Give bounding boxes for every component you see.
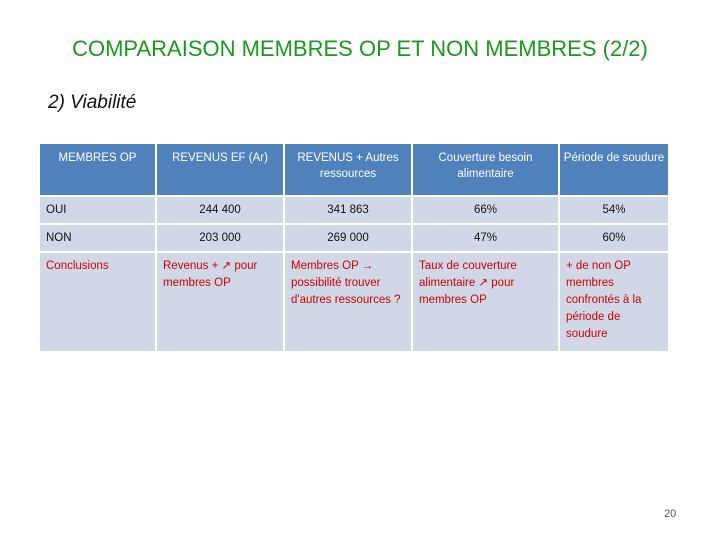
conclusion-cell: Membres OP → possibilité trouver d'autres ressources ? bbox=[285, 253, 411, 351]
conclusion-cell: + de non OP membres confrontés à la période de soudure bbox=[560, 253, 668, 351]
header-cell: REVENUS + Autres ressources bbox=[285, 144, 411, 195]
header-cell: Couverture besoin alimentaire bbox=[413, 144, 558, 195]
header-cell: Période de soudure bbox=[560, 144, 668, 195]
cell: 341 863 bbox=[285, 197, 411, 223]
cell: 269 000 bbox=[285, 225, 411, 251]
row-label: NON bbox=[40, 225, 155, 251]
row-label: Conclusions bbox=[40, 253, 155, 351]
header-row bbox=[40, 144, 668, 195]
cell: 66% bbox=[413, 197, 558, 223]
cell: 54% bbox=[560, 197, 668, 223]
conclusion-cell: Taux de couverture alimentaire ↗ pour membres OP bbox=[413, 253, 558, 351]
section-subtitle: 2) Viabilité bbox=[48, 92, 137, 113]
cell: 244 400 bbox=[157, 197, 283, 223]
comparison-table bbox=[38, 142, 670, 353]
cell: 60% bbox=[560, 225, 668, 251]
header-cell: MEMBRES OP bbox=[40, 144, 155, 195]
slide-title: COMPARAISON MEMBRES OP ET NON MEMBRES (2/2) bbox=[72, 36, 648, 61]
table-row bbox=[40, 197, 668, 223]
conclusion-cell: Revenus + ↗ pour membres OP bbox=[157, 253, 283, 351]
header-cell: REVENUS EF (Ar) bbox=[157, 144, 283, 195]
cell: 203 000 bbox=[157, 225, 283, 251]
conclusions-row bbox=[40, 253, 668, 351]
table-row bbox=[40, 225, 668, 251]
page-number: 20 bbox=[664, 508, 677, 520]
row-label: OUI bbox=[40, 197, 155, 223]
cell: 47% bbox=[413, 225, 558, 251]
